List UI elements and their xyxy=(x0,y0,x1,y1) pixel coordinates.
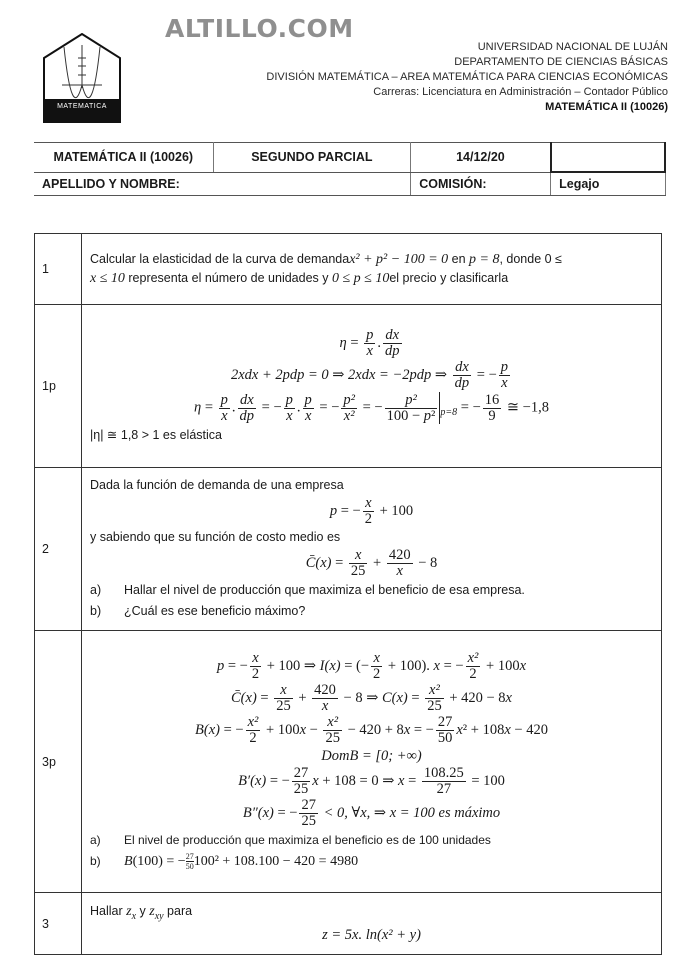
exercise-row xyxy=(35,468,662,631)
name-label: APELLIDO Y NOMBRE: xyxy=(34,172,411,196)
subject-cell: MATEMÁTICA II (10026) xyxy=(34,143,213,173)
date-cell: 14/12/20 xyxy=(411,143,551,173)
statement-text: en xyxy=(448,252,469,266)
statement-text: Calcular la elasticidad de la curva de demanda xyxy=(90,252,350,266)
exercises-table xyxy=(34,233,662,955)
answer-item: a) El nivel de producción que maximiza el beneficio es de 100 unidades xyxy=(90,832,491,847)
price-value: p = 8 xyxy=(469,252,500,267)
careers-line: Carreras: Licenciatura en Administración – Contador Público xyxy=(373,86,668,98)
profit-function: B(x) = − $\frac{\text{x²}}{2}$ + 100x − $\frac{\text{x²}}{25}$ − 420 + 8x = − $\frac{27}{50}$ x² + 108x − 420 xyxy=(195,713,548,746)
math-logo xyxy=(42,33,122,123)
elasticity-formula: η = $\frac{p}{x}$ . $\frac{dx}{dp}$ xyxy=(339,327,400,359)
exercise-number: 2 xyxy=(35,468,82,631)
question-item: b) ¿Cuál es ese beneficio máximo? xyxy=(90,603,306,618)
legajo-input[interactable] xyxy=(551,143,665,173)
statement-text: , donde 0 ≤ xyxy=(499,252,562,266)
question-item: a) Hallar el nivel de producción que maximiza el beneficio de esa empresa. xyxy=(90,582,525,597)
brand-title: ALTILLO.COM xyxy=(165,14,354,43)
exercise-row xyxy=(35,893,662,955)
exercise-statement xyxy=(82,468,662,631)
solution-row xyxy=(35,631,662,893)
logo-label: MATEMATICA xyxy=(57,103,107,110)
exercise-statement xyxy=(82,234,662,305)
average-cost-function: C̄(x) = $\frac{x}{25}$ + $\frac{420}{x}$ − 8 xyxy=(305,546,438,579)
solution-number: 3p xyxy=(35,631,82,893)
demand-intro: Dada la función de demanda de una empresa xyxy=(90,477,344,492)
exercise-statement xyxy=(82,893,662,955)
first-derivative: B′(x) = − $\frac{27}{25}$ x + 108 = 0 ⇒ x = $\frac{108.25}{27}$ = 100 xyxy=(238,764,505,797)
p-range: 0 ≤ p ≤ 10 xyxy=(331,271,390,286)
second-derivative: B″(x) = − $\frac{27}{25}$ < 0, ∀x, ⇒ x = 100 es máximo xyxy=(242,796,501,829)
income-function: p = − $\frac{x}{2}$ + 100 ⇒ I(x) = (− $\frac{x}{2}$ + 100). x = − $\frac{\text{x²}}{2}$ + 100x xyxy=(216,649,527,682)
university-name: UNIVERSIDAD NACIONAL DE LUJÁN xyxy=(477,41,668,53)
solution-row xyxy=(35,305,662,468)
division-name: DIVISIÓN MATEMÁTICA – AREA MATEMÁTICA PARA CIENCIAS ECONÓMICAS xyxy=(266,71,668,83)
statement-text: representa el número de unidades y xyxy=(124,271,332,285)
derivative-equation: 2xdx + 2pdp = 0 ⇒ 2xdx = −2pdp ⇒ $\frac{dx}{dp}$ = − $\frac{p}{x}$ xyxy=(230,359,509,391)
statement-text: Hallar xyxy=(90,903,127,918)
exercise-row xyxy=(35,234,662,305)
legajo-label: Legajo xyxy=(551,172,665,196)
elasticity-result: η = $\frac{p}{x}$ . $\frac{dx}{dp}$ = − $\frac{p}{x}$ . $\frac{p}{x}$ = − $\frac{\text{p²}}{\text{x²}}$ = − $\frac{\text{p²}}{\text{100 − p²}}$ $_{p=8}$ = − $\frac{16}{9}$ ≅ −1,8 xyxy=(194,391,549,424)
exam-info-table xyxy=(34,142,666,196)
cost-function: C̄(x) = $\frac{x}{25}$ + $\frac{420}{x}$ − 8 ⇒ C(x) = $\frac{\text{x²}}{25}$ + 420 − 8x xyxy=(231,681,512,714)
answer-item: b) B(100) = − $\frac{27}{50}$ 100² + 108.100 − 420 = 4980 xyxy=(90,852,359,872)
statement-text: para xyxy=(163,903,193,918)
exercise-number: 1 xyxy=(35,234,82,305)
statement-text: el precio y clasificarla xyxy=(389,271,509,285)
department-name: DEPARTAMENTO DE CIENCIAS BÁSICAS xyxy=(454,56,668,68)
x-range: x ≤ 10 xyxy=(90,271,125,286)
commission-label: COMISIÓN: xyxy=(411,172,551,196)
elasticity-conclusion: |η| ≅ 1,8 > 1 es elástica xyxy=(90,428,222,442)
partial-zx: $z_x$ xyxy=(126,903,137,922)
profit-domain: DomB = [0; +∞) xyxy=(321,747,422,764)
cost-intro: y sabiendo que su función de costo medio es xyxy=(90,529,341,544)
demand-equation: x² + p² − 100 = 0 xyxy=(349,252,449,267)
solution-body xyxy=(82,305,662,468)
demand-function: p = − $\frac{x}{2}$ + 100 xyxy=(329,494,414,527)
partial-zxy: $z_{xy}$ xyxy=(149,903,164,922)
exercise-number: 3 xyxy=(35,893,82,955)
exam-type-cell: SEGUNDO PARCIAL xyxy=(213,143,411,173)
solution-body xyxy=(82,631,662,893)
institution-block xyxy=(266,40,668,115)
course-code: MATEMÁTICA II (10026) xyxy=(545,101,668,113)
function-equation: z = 5x. ln(x² + y) xyxy=(322,927,421,944)
solution-number: 1p xyxy=(35,305,82,468)
statement-text: y xyxy=(136,903,150,918)
